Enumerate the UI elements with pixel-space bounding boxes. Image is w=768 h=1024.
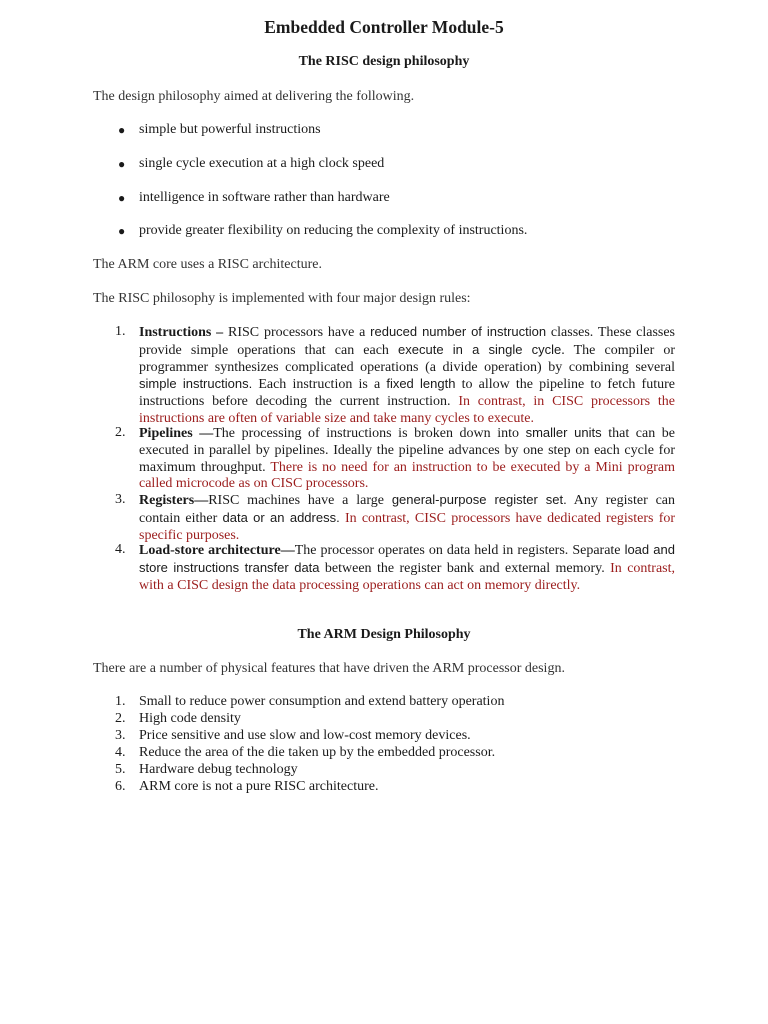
rule-text: that can be executed in parallel by pipelines. Ideally the pipeline advances by one step on each cycle for maximum throughput.: [139, 426, 675, 475]
rule-contrast-note: In contrast, with a CISC design the data processing operations can act on memory directly.: [139, 560, 676, 593]
feature-text: Small to reduce power consumption and extend battery operation: [139, 694, 505, 709]
rule-term: Registers: [139, 493, 195, 508]
rule-contrast-note: In contrast, in CISC processors the instructions are often of variable size and take many cycles to execute.: [139, 394, 675, 426]
rule-keyword: simple instructions.: [139, 376, 253, 392]
feature-text: High code density: [139, 711, 241, 726]
bullet-dot-icon: ●: [118, 224, 126, 238]
rule-text: between the register bank and external memory.: [319, 560, 611, 576]
rule-text: RISC machines have a large: [208, 493, 392, 508]
rule-keyword: execute in a single cycle: [398, 341, 562, 357]
rule-body: [139, 492, 675, 544]
feature-number: 2.: [115, 711, 126, 726]
feature-number: 3.: [115, 728, 126, 743]
risc-section-heading: The RISC design philosophy: [298, 54, 470, 69]
rule-text: The processing of instructions is broken down into: [213, 426, 526, 441]
arm-intro: There are a number of physical features that have driven the ARM processor design.: [93, 661, 565, 676]
rule-text: to allow the pipeline to fetch future instructions before decoding the current instruction.: [139, 377, 675, 410]
feature-number: 5.: [115, 762, 126, 777]
rule-body: [139, 542, 675, 594]
rule-term: Load-store architecture: [139, 543, 281, 558]
document-title: Embedded Controller Module-5: [264, 17, 504, 37]
rule-keyword: fixed length: [386, 376, 456, 392]
rule-keyword: reduced number of instruction: [370, 324, 547, 339]
rule-keyword: smaller units: [525, 425, 602, 440]
rules-intro: The RISC philosophy is implemented with four major design rules:: [93, 291, 471, 306]
rule-text: Any register can contain either: [139, 493, 676, 526]
rule-separator: —: [192, 426, 214, 441]
rule-body: [139, 324, 675, 428]
feature-number: 6.: [115, 779, 126, 794]
feature-text: Price sensitive and use slow and low-cost memory devices.: [139, 728, 471, 743]
risc-intro: The design philosophy aimed at delivering the following.: [93, 89, 415, 104]
arm-core-line: The ARM core uses a RISC architecture.: [93, 257, 322, 272]
rule-term: Pipelines: [139, 426, 193, 441]
arm-section-heading: The ARM Design Philosophy: [297, 627, 471, 642]
rule-text: classes. These classes provide simple operations that can each: [139, 325, 675, 358]
bullet-text: simple but powerful instructions: [139, 122, 321, 137]
rule-text: The processor operates on data held in registers. Separate: [294, 543, 625, 558]
rule-keyword: load and store instructions transfer data: [139, 542, 675, 575]
rule-number: 4.: [115, 542, 126, 557]
feature-text: Reduce the area of the die taken up by the embedded processor.: [139, 745, 496, 760]
feature-number: 4.: [115, 745, 126, 760]
rule-text: Each instruction is a: [252, 377, 387, 393]
bullet-dot-icon: ●: [118, 157, 126, 171]
bullet-text: intelligence in software rather than hardware: [139, 190, 390, 205]
rule-number: 1.: [115, 324, 126, 339]
rule-text: RISC processors have a: [228, 325, 371, 340]
bullet-text: provide greater flexibility on reducing the complexity of instructions.: [139, 223, 528, 238]
rule-contrast-note: In contrast, CISC processors have dedicated registers for specific purposes.: [139, 510, 676, 543]
rule-text: . The compiler or programmer synthesizes complicated operations (a divide operation) by combining several: [139, 342, 675, 375]
rule-number: 3.: [115, 492, 126, 507]
rule-term: Instructions: [139, 325, 212, 340]
feature-number: 1.: [115, 694, 126, 709]
bullet-text: single cycle execution at a high clock speed: [139, 156, 385, 171]
bullet-dot-icon: ●: [118, 191, 126, 205]
rule-body: [139, 425, 675, 493]
rule-keyword: data or an address.: [222, 509, 340, 525]
feature-text: Hardware debug technology: [139, 762, 298, 777]
feature-text: ARM core is not a pure RISC architecture.: [139, 779, 379, 794]
rule-number: 2.: [115, 425, 126, 440]
bullet-dot-icon: ●: [118, 123, 126, 137]
rule-separator: –: [211, 325, 228, 340]
rule-keyword: general-purpose register set.: [391, 492, 567, 507]
rule-contrast-note: There is no need for an instruction to be executed by a Mini program called microcode as on CISC processors.: [139, 459, 675, 492]
rule-separator: —: [280, 543, 295, 558]
rule-separator: —: [194, 493, 209, 508]
